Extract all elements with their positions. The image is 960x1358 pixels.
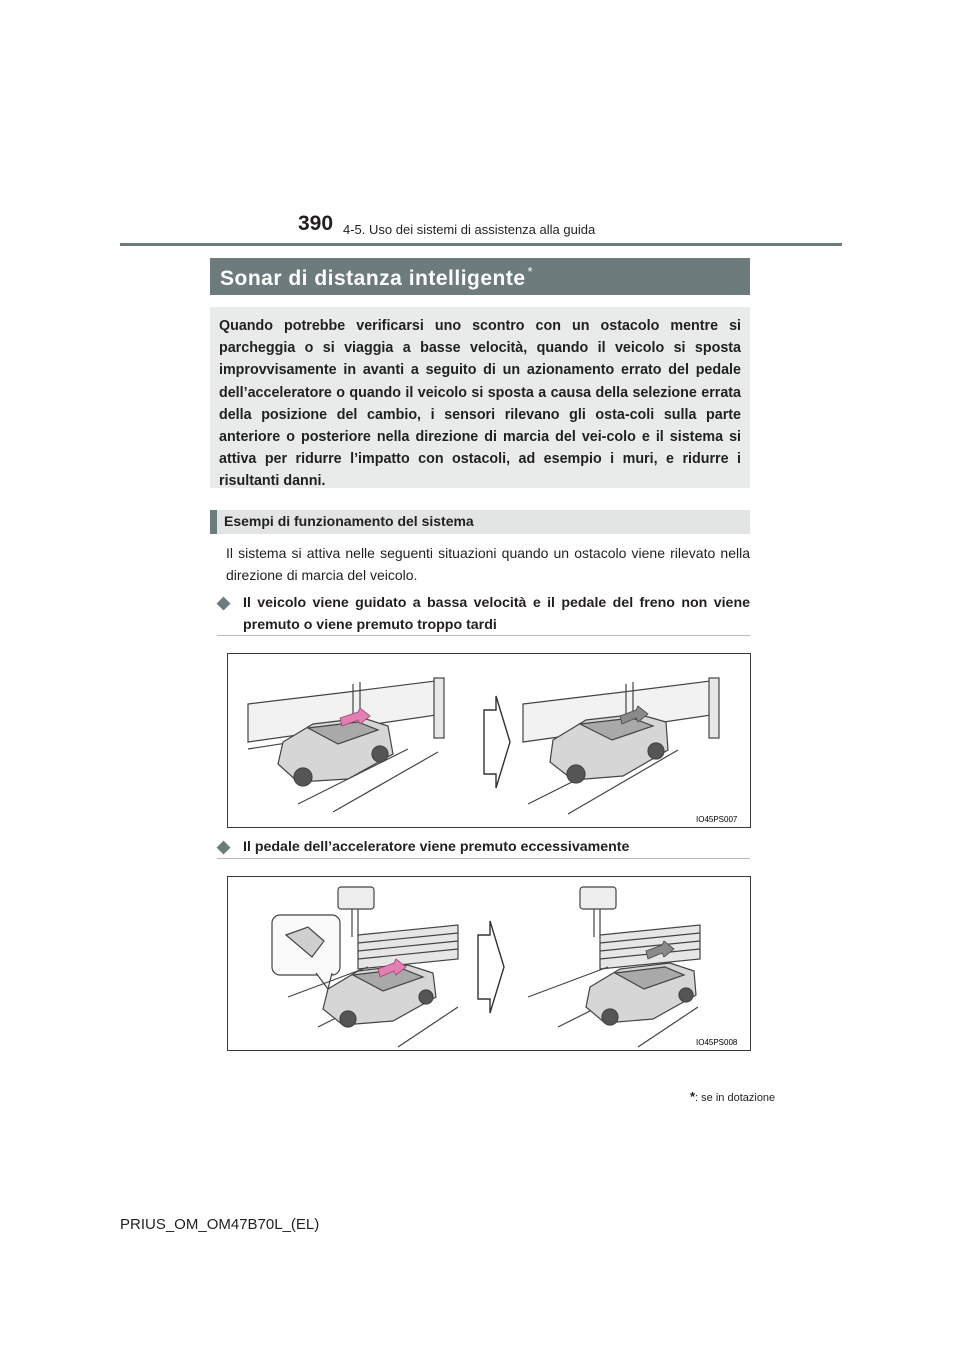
- intro-text-box: [210, 307, 750, 488]
- optional-equipment-marker: *: [527, 264, 534, 279]
- car-parking-lot-illustration: [228, 877, 750, 1050]
- subsection-title: Esempi di funzionamento del sistema: [224, 513, 474, 529]
- section-title-banner: [210, 258, 750, 295]
- car-approaching-wall-illustration: [228, 654, 750, 827]
- header-divider: [120, 243, 842, 246]
- chapter-title: 4-5. Uso dei sistemi di assistenza alla guida: [343, 222, 596, 237]
- figure-parking-lot: [227, 876, 751, 1051]
- subsection-heading: [210, 510, 750, 534]
- case-divider: [217, 858, 750, 859]
- figure-wall-parking: [227, 653, 751, 828]
- case-divider: [217, 635, 750, 636]
- footnote-text: : se in dotazione: [695, 1092, 776, 1104]
- footer-model-code: PRIUS_OM_OM47B70L_(EL): [120, 1216, 320, 1233]
- page-number: 390: [298, 212, 334, 235]
- intro-text: Quando potrebbe verificarsi uno scontro con un ostacolo mentre si parcheggia o si viaggia a basse velocità, quando il veicolo si sposta improvvisamente in avanti a seguito di un azionamento errato del pedale dell’acceleratore o quando il veicolo si sposta a causa della selezione errata della posizione del cambio, i sensori rilevano gli osta-coli sulla parte anteriore o posteriore nella direzione di marcia del vei-colo e il sistema si attiva per ridurre l’impatto con ostacoli, ad esempio i muri, e ridurre i risultanti danni.: [219, 318, 741, 490]
- diamond-bullet-icon: ◆: [217, 837, 231, 856]
- figure-code: IO45PS008: [696, 1038, 738, 1047]
- footnote: [690, 1089, 775, 1104]
- figure-code: IO45PS007: [696, 815, 738, 824]
- case-heading-low-speed: [217, 592, 750, 636]
- case-heading-text: Il pedale dell’acceleratore viene premuto eccessivamente: [243, 839, 630, 855]
- footnote-marker: *: [690, 1089, 696, 1104]
- case-heading-accelerator: [217, 836, 750, 858]
- subsection-body: Il sistema si attiva nelle seguenti situazioni quando un ostacolo viene rilevato nella direzione di marcia del veicolo.: [226, 545, 750, 583]
- diamond-bullet-icon: ◆: [217, 593, 231, 612]
- case-heading-text: Il veicolo viene guidato a bassa velocità e il pedale del freno non viene premuto o viene premuto troppo tardi: [243, 595, 750, 633]
- section-title: Sonar di distanza intelligente: [220, 267, 526, 290]
